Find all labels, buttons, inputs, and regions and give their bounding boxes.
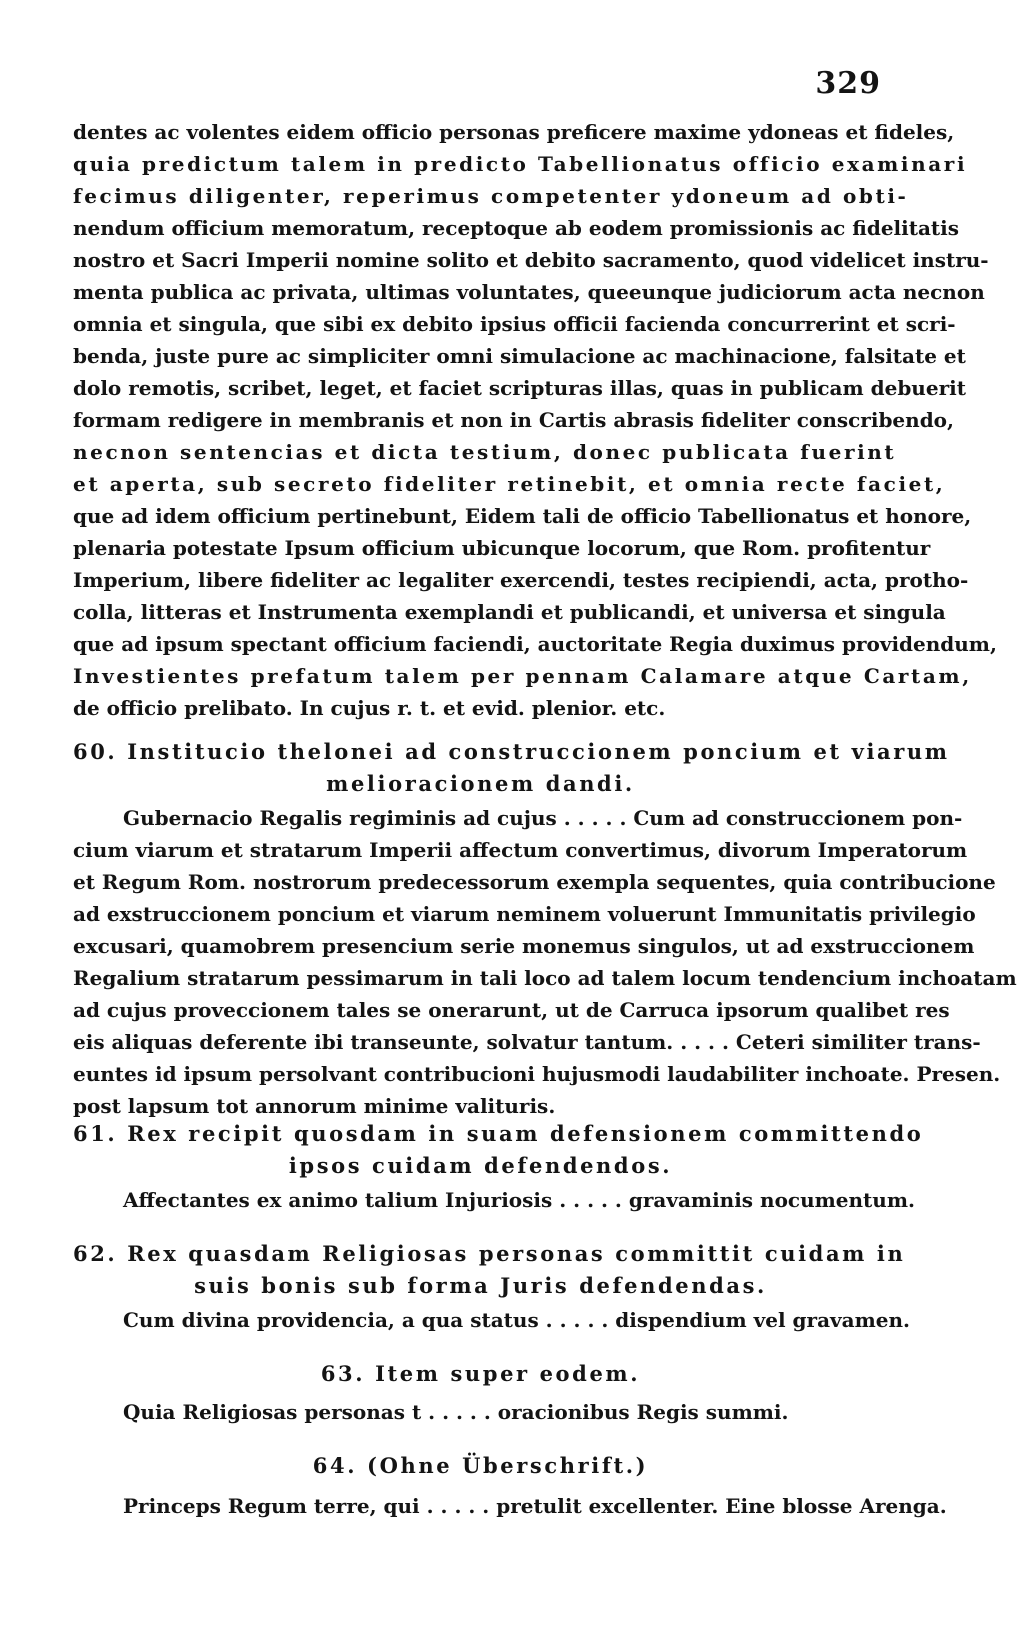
text-line: eis aliquas deferente ibi transeunte, solvatur tantum. . . . . Ceteri similiter trans- [73, 1030, 981, 1054]
text-line: euntes id ipsum persolvant contribucioni hujusmodi laudabiliter inchoate. Presen. [73, 1062, 1001, 1086]
text-line: et aperta, sub secreto fideliter retinebit, et omnia recte faciet, [73, 472, 946, 496]
section-heading-line: ipsos cuidam defendendos. [288, 1153, 673, 1178]
section-63-heading [73, 1358, 888, 1390]
page-number: 329 [815, 66, 881, 101]
text-line: et Regum Rom. nostrorum predecessorum exempla sequentes, quia contribucione [73, 870, 996, 894]
section-heading-line: 61. Rex recipit quosdam in suam defensionem committendo [73, 1121, 924, 1146]
section-64-heading [73, 1450, 888, 1482]
section-heading-line: 64. (Ohne Überschrift.) [312, 1453, 649, 1478]
text-line: Regalium stratarum pessimarum in tali loco ad talem locum tendencium inchoatam [73, 966, 1017, 990]
text-line: Quia Religiosas personas t . . . . . oracionibus Regis summi. [123, 1400, 789, 1424]
section-61-body [73, 1184, 915, 1216]
text-line: quia predictum talem in predicto Tabellionatus officio examinari [73, 152, 968, 176]
text-line: que ad ipsum spectant officium faciendi, auctoritate Regia duximus providendum, [73, 632, 997, 656]
text-line: excusari, quamobrem presencium serie monemus singulos, ut ad exstruccionem [73, 934, 975, 958]
text-line: Imperium, libere fideliter ac legaliter exercendi, testes recipiendi, acta, protho- [73, 568, 969, 592]
section-61-heading [73, 1118, 924, 1182]
section-63-body [73, 1396, 888, 1428]
text-line: de officio prelibato. In cujus r. t. et evid. plenior. etc. [73, 696, 666, 720]
text-line: dolo remotis, scribet, leget, et faciet scripturas illas, quas in publicam debuerit [73, 376, 966, 400]
section-heading-line: 63. Item super eodem. [320, 1361, 641, 1386]
text-line: nendum officium memoratum, receptoque ab eodem promissionis ac fidelitatis [73, 216, 960, 240]
text-line: formam redigere in membranis et non in Cartis abrasis fideliter conscribendo, [73, 408, 954, 432]
section-heading-line: 60. Institucio thelonei ad construccionem poncium et viarum [73, 739, 950, 764]
text-line: fecimus diligenter, reperimus competenter ydoneum ad obti- [73, 184, 909, 208]
text-line: cium viarum et stratarum Imperii affectum convertimus, divorum Imperatorum [73, 838, 968, 862]
text-line: colla, litteras et Instrumenta exemplandi et publicandi, et universa et singula [73, 600, 946, 624]
text-line: dentes ac volentes eidem officio personas preficere maxime ydoneas et fideles, [73, 120, 955, 144]
section-62-heading [73, 1238, 906, 1302]
text-line: Gubernacio Regalis regiminis ad cujus . . . . . Cum ad construccionem pon- [123, 806, 963, 830]
section-62-body [73, 1304, 910, 1336]
text-line: post lapsum tot annorum minime valituris. [73, 1094, 556, 1118]
text-line: ad cujus proveccionem tales se onerarunt, ut de Carruca ipsorum qualibet res [73, 998, 950, 1022]
continuation-paragraph [73, 116, 997, 724]
text-line: Cum divina providencia, a qua status . . . . . dispendium vel gravamen. [123, 1308, 910, 1332]
section-heading-line: suis bonis sub forma Juris defendendas. [194, 1273, 767, 1298]
text-line: que ad idem officium pertinebunt, Eidem tali de officio Tabellionatus et honore, [73, 504, 972, 528]
text-line: ad exstruccionem poncium et viarum neminem voluerunt Immunitatis privilegio [73, 902, 976, 926]
text-line: plenaria potestate Ipsum officium ubicunque locorum, que Rom. profitentur [73, 536, 931, 560]
text-line: Investientes prefatum talem per pennam Calamare atque Cartam, [73, 664, 972, 688]
section-heading-line: 62. Rex quasdam Religiosas personas committit cuidam in [73, 1241, 906, 1266]
text-line: benda, juste pure ac simpliciter omni simulacione ac machinacione, falsitate et [73, 344, 966, 368]
text-line: Princeps Regum terre, qui . . . . . pretulit excellenter. Eine blosse Arenga. [123, 1494, 947, 1518]
text-line: nostro et Sacri Imperii nomine solito et debito sacramento, quod videlicet instru- [73, 248, 989, 272]
text-line: menta publica ac privata, ultimas voluntates, queeunque judiciorum acta necnon [73, 280, 985, 304]
text-line: omnia et singula, que sibi ex debito ipsius officii facienda concurrerint et scri- [73, 312, 956, 336]
text-line: Affectantes ex animo talium Injuriosis . . . . . gravaminis nocumentum. [123, 1188, 915, 1212]
section-64-body [73, 1490, 947, 1522]
section-heading-line: melioracionem dandi. [326, 771, 635, 796]
section-60-heading [73, 736, 950, 800]
section-60-body [73, 802, 1017, 1122]
text-line: necnon sentencias et dicta testium, donec publicata fuerint [73, 440, 897, 464]
